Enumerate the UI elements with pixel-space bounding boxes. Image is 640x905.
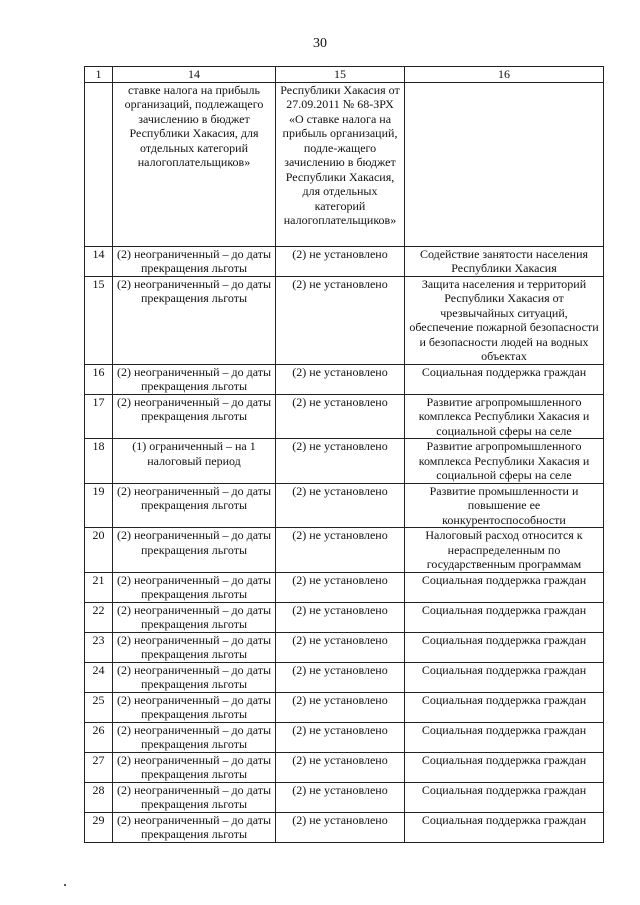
table-row [85,662,604,692]
cell-num: 14 [85,246,113,276]
cell-target-indicator: (2) не установлено [276,662,405,692]
cell-duration: (2) неограниченный – до даты прекращения льготы [113,528,276,573]
header-row [85,67,604,83]
cell-program: Социальная поддержка граждан [405,662,604,692]
cell-target-indicator: (2) не установлено [276,752,405,782]
cell-duration: (2) неограниченный – до даты прекращения льготы [113,662,276,692]
cell-program: Защита населения и территорий Республики Хакасия от чрезвычайных ситуаций, обеспечение пожарной безопасности и безопасности людей на водных объектах [405,276,604,364]
header-col-15: 15 [276,67,405,83]
cell-target-indicator: (2) не установлено [276,276,405,364]
cell-num: 28 [85,782,113,812]
cell-target-indicator: Республики Хакасия от 27.09.2011 № 68-ЗРХ «О ставке налога на прибыль организаций, подле-жащего зачислению в бюджет Республики Хакасия, для отдельных категорий налогоплательщиков» [276,82,405,246]
cell-num: 21 [85,572,113,602]
table-row [85,572,604,602]
cell-duration: ставке налога на прибыль организаций, подлежащего зачислению в бюджет Республики Хакасия, для отдельных категорий налогоплательщиков» [113,82,276,246]
cell-num: 19 [85,483,113,528]
table-row [85,528,604,573]
table-row [85,246,604,276]
cell-program: Развитие агропромышленного комплекса Республики Хакасия и социальной сферы на селе [405,394,604,439]
table-row [85,364,604,394]
table-row [85,752,604,782]
cell-num: 16 [85,364,113,394]
cell-duration: (2) неограниченный – до даты прекращения льготы [113,364,276,394]
cell-num: 15 [85,276,113,364]
header-col-16: 16 [405,67,604,83]
table-row [85,394,604,439]
cell-duration: (2) неограниченный – до даты прекращения льготы [113,782,276,812]
cell-duration: (2) неограниченный – до даты прекращения льготы [113,276,276,364]
header-col-1: 1 [85,67,113,83]
cell-num: 18 [85,439,113,484]
table-row [85,812,604,842]
cell-duration: (2) неограниченный – до даты прекращения льготы [113,572,276,602]
cell-num: 26 [85,722,113,752]
table-row [85,722,604,752]
tax-expenditure-table [84,66,604,843]
table-row [85,632,604,662]
table-row [85,439,604,484]
table-row [85,483,604,528]
table-row [85,276,604,364]
cell-program: Социальная поддержка граждан [405,364,604,394]
cell-num: 20 [85,528,113,573]
cell-target-indicator: (2) не установлено [276,528,405,573]
cell-target-indicator: (2) не установлено [276,692,405,722]
table-row-continuation [85,82,604,246]
cell-program: Социальная поддержка граждан [405,692,604,722]
scan-speck [64,884,66,886]
cell-program: Развитие промышленности и повышение ее конкурентоспособности [405,483,604,528]
cell-program: Социальная поддержка граждан [405,722,604,752]
cell-target-indicator: (2) не установлено [276,632,405,662]
cell-program: Содействие занятости населения Республики Хакасия [405,246,604,276]
cell-num: 17 [85,394,113,439]
cell-num: 23 [85,632,113,662]
cell-num [85,82,113,246]
table-row [85,602,604,632]
cell-program: Развитие агропромышленного комплекса Республики Хакасия и социальной сферы на селе [405,439,604,484]
table-row [85,692,604,722]
cell-target-indicator: (2) не установлено [276,812,405,842]
cell-program: Социальная поддержка граждан [405,752,604,782]
cell-duration: (2) неограниченный – до даты прекращения льготы [113,752,276,782]
table-row [85,782,604,812]
cell-target-indicator: (2) не установлено [276,364,405,394]
cell-num: 29 [85,812,113,842]
cell-num: 27 [85,752,113,782]
table-body [85,82,604,842]
cell-target-indicator: (2) не установлено [276,572,405,602]
cell-program [405,82,604,246]
cell-duration: (1) ограниченный – на 1 налоговый период [113,439,276,484]
cell-target-indicator: (2) не установлено [276,722,405,752]
cell-target-indicator: (2) не установлено [276,246,405,276]
cell-duration: (2) неограниченный – до даты прекращения льготы [113,246,276,276]
cell-duration: (2) неограниченный – до даты прекращения льготы [113,394,276,439]
cell-program: Социальная поддержка граждан [405,782,604,812]
cell-program: Социальная поддержка граждан [405,812,604,842]
cell-num: 25 [85,692,113,722]
cell-program: Социальная поддержка граждан [405,572,604,602]
cell-duration: (2) неограниченный – до даты прекращения льготы [113,632,276,662]
cell-program: Социальная поддержка граждан [405,632,604,662]
cell-num: 24 [85,662,113,692]
cell-duration: (2) неограниченный – до даты прекращения льготы [113,602,276,632]
cell-duration: (2) неограниченный – до даты прекращения льготы [113,483,276,528]
cell-target-indicator: (2) не установлено [276,602,405,632]
cell-target-indicator: (2) не установлено [276,782,405,812]
cell-num: 22 [85,602,113,632]
header-col-14: 14 [113,67,276,83]
cell-target-indicator: (2) не установлено [276,394,405,439]
cell-target-indicator: (2) не установлено [276,439,405,484]
cell-duration: (2) неограниченный – до даты прекращения льготы [113,692,276,722]
cell-target-indicator: (2) не установлено [276,483,405,528]
cell-duration: (2) неограниченный – до даты прекращения льготы [113,812,276,842]
cell-program: Социальная поддержка граждан [405,602,604,632]
cell-duration: (2) неограниченный – до даты прекращения льготы [113,722,276,752]
page-number: 30 [313,36,327,51]
cell-program: Налоговый расход относится к нераспределенным по государственным программам [405,528,604,573]
